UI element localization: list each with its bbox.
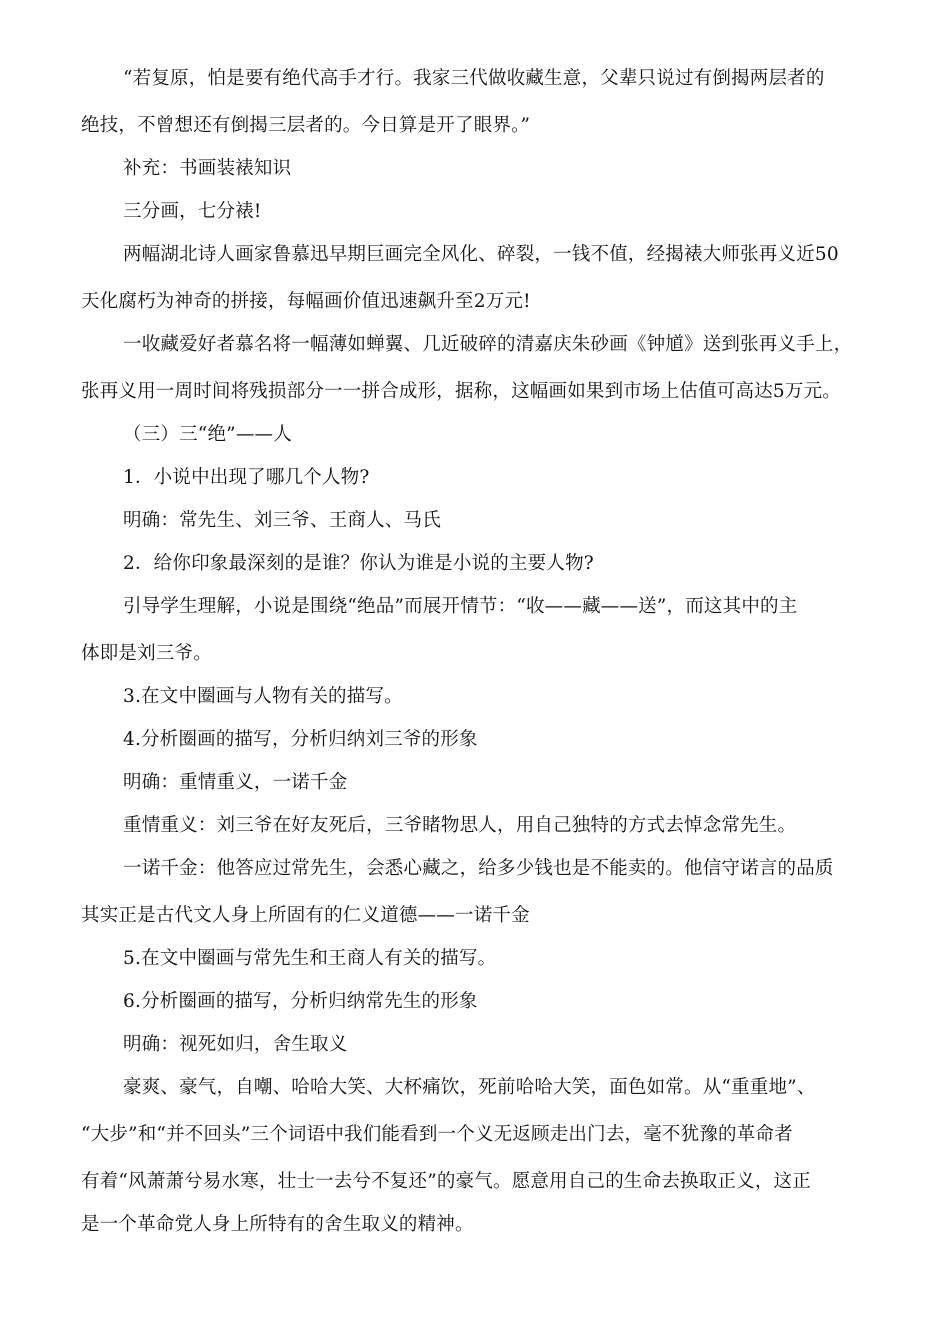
question-line: 2．给你印象最深刻的是谁？你认为谁是小说的主要人物? bbox=[123, 553, 594, 574]
answer-line: 明确：重情重义，一诺千金 bbox=[123, 772, 348, 793]
question-line: 4.分析圈画的描写，分析归纳刘三爷的形象 bbox=[123, 729, 478, 750]
section-heading: （三）三“绝”——人 bbox=[123, 424, 292, 445]
paragraph-line: 有着“风萧萧兮易水寒，壮士一去兮不复还”的豪气。愿意用自己的生命去换取正义，这正 bbox=[81, 1171, 811, 1192]
paragraph-line: 三分画，七分裱! bbox=[123, 201, 262, 222]
paragraph-line: 豪爽、豪气，自嘲、哈哈大笑、大杯痛饮，死前哈哈大笑，面色如常。从“重重地”、 bbox=[123, 1077, 816, 1098]
question-line: 6.分析圈画的描写，分析归纳常先生的形象 bbox=[123, 991, 478, 1012]
paragraph-line: 补充：书画装裱知识 bbox=[123, 158, 292, 179]
answer-line: 明确：视死如归，舍生取义 bbox=[123, 1034, 348, 1055]
paragraph-line: 张再义用一周时间将残损部分一一拼合成形，据称，这幅画如果到市场上估值可高达5万元。 bbox=[81, 381, 841, 402]
question-line: 3.在文中圈画与人物有关的描写。 bbox=[123, 686, 403, 707]
answer-line: 明确：常先生、刘三爷、王商人、马氏 bbox=[123, 510, 441, 531]
paragraph-line: “大步”和“并不回头”三个词语中我们能看到一个义无返顾走出门去，毫不犹豫的革命者 bbox=[81, 1124, 793, 1145]
paragraph-line: 两幅湖北诗人画家鲁慕迅早期巨画完全风化、碎裂，一钱不值，经揭裱大师张再义近50 bbox=[123, 244, 839, 265]
paragraph-line: 是一个革命党人身上所特有的舍生取义的精神。 bbox=[81, 1214, 474, 1235]
question-line: 1．小说中出现了哪几个人物? bbox=[123, 467, 370, 488]
paragraph-line: 绝技，不曾想还有倒揭三层者的。今日算是开了眼界。” bbox=[81, 115, 531, 136]
question-line: 5.在文中圈画与常先生和王商人有关的描写。 bbox=[123, 948, 497, 969]
paragraph-line: “若复原，怕是要有绝代高手才行。我家三代做收藏生意，父辈只说过有倒揭两层者的 bbox=[123, 68, 825, 89]
paragraph-line: 一收藏爱好者慕名将一幅薄如蝉翼、几近破碎的清嘉庆朱砂画《钟馗》送到张再义手上， bbox=[123, 334, 853, 355]
paragraph-line: 重情重义：刘三爷在好友死后，三爷睹物思人，用自己独特的方式去悼念常先生。 bbox=[123, 815, 797, 836]
paragraph-line: 其实正是古代文人身上所固有的仁义道德——一诺千金 bbox=[81, 905, 530, 926]
paragraph-line: 天化腐朽为神奇的拼接，每幅画价值迅速飙升至2万元! bbox=[81, 291, 531, 312]
paragraph-line: 体即是刘三爷。 bbox=[81, 643, 212, 664]
paragraph-line: 引导学生理解，小说是围绕“绝品”而展开情节：“收——藏——送”，而这其中的主 bbox=[123, 596, 798, 617]
paragraph-line: 一诺千金：他答应过常先生，会悉心藏之，给多少钱也是不能卖的。他信守诺言的品质 bbox=[123, 858, 834, 879]
